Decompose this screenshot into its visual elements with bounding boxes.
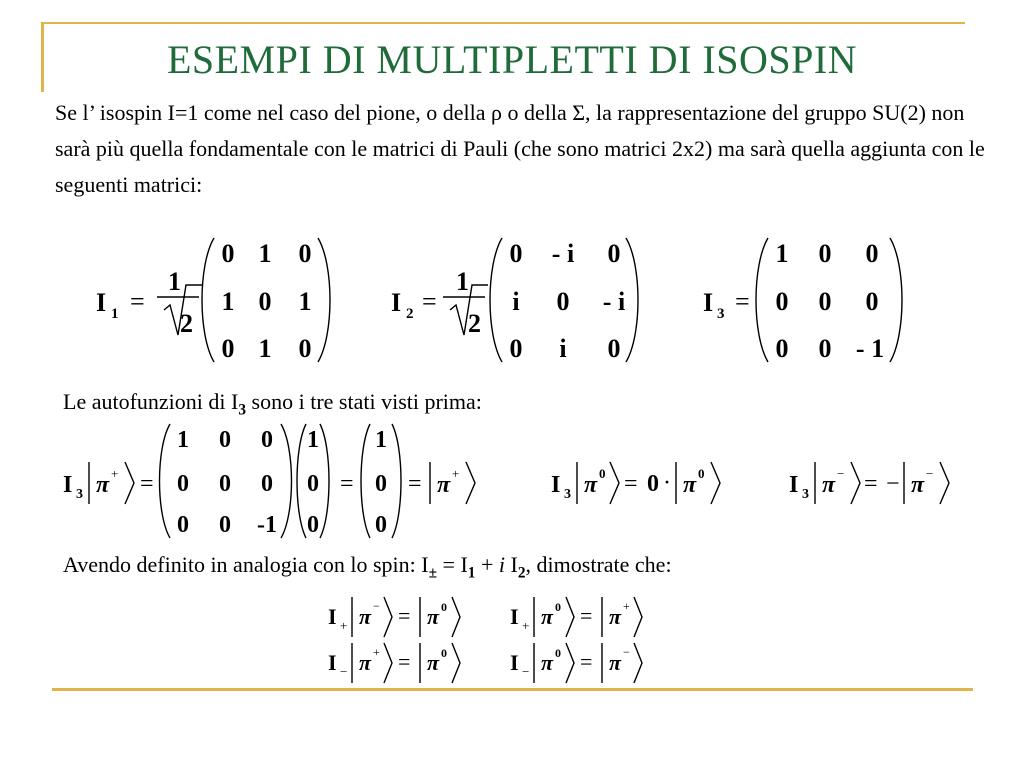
I2-r2c2: 0 bbox=[607, 334, 621, 363]
eig-m-r0c2: 0 bbox=[261, 427, 273, 453]
lad-ket8-angle bbox=[634, 643, 642, 683]
I1-frac-num: 1 bbox=[168, 267, 181, 296]
ket1-angle bbox=[125, 462, 134, 504]
eig2-pi-r: π bbox=[683, 472, 697, 498]
eig-m-r1c2: 0 bbox=[261, 471, 273, 497]
eig-m-r2c1: 0 bbox=[219, 512, 231, 538]
eigen-vec-left-paren bbox=[297, 424, 306, 538]
I1-r1c0: 1 bbox=[221, 287, 235, 316]
lad3-plus: + bbox=[373, 645, 380, 659]
lad-ket4-angle bbox=[634, 597, 642, 637]
autofunzioni-suffix: sono i tre stati visti prima: bbox=[246, 389, 482, 414]
ket4-angle bbox=[711, 462, 720, 504]
lad4-I: I bbox=[510, 650, 519, 675]
eig1-pi: π bbox=[96, 472, 110, 498]
I3-r2c2: - 1 bbox=[855, 334, 885, 363]
lad3-eq: = bbox=[398, 649, 411, 674]
eig-v-0: 1 bbox=[307, 427, 319, 453]
eig-m-r0c0: 1 bbox=[177, 427, 189, 453]
I2-r2c1: i bbox=[559, 334, 567, 363]
I1-r1c1: 0 bbox=[258, 287, 272, 316]
lad3-pi-r: π bbox=[427, 650, 440, 675]
eig3-pi-r: π bbox=[911, 472, 925, 498]
lad-ket6-angle bbox=[452, 643, 460, 683]
I3-label: I bbox=[703, 288, 714, 317]
I1-sub: 1 bbox=[111, 306, 119, 322]
eig-m-r1c0: 0 bbox=[177, 471, 189, 497]
lad-ket3-angle bbox=[566, 597, 574, 637]
matrix1-right-paren bbox=[318, 238, 330, 362]
eig1-sub: 3 bbox=[76, 487, 83, 502]
I2-r0c1: - i bbox=[551, 239, 575, 268]
eig2-pi: π bbox=[584, 472, 598, 498]
avendo-I: I bbox=[505, 552, 518, 577]
eig-m-r1c1: 0 bbox=[219, 471, 231, 497]
decor-bottom-line bbox=[52, 688, 973, 691]
lad2-pi: π bbox=[541, 604, 554, 629]
matrix2-right-paren bbox=[626, 238, 638, 362]
I1-r0c0: 0 bbox=[221, 239, 235, 268]
I3-r0c2: 0 bbox=[865, 239, 879, 268]
I1-eq: = bbox=[130, 287, 145, 316]
I2-r1c1: 0 bbox=[556, 287, 570, 316]
I1-r2c0: 0 bbox=[221, 334, 235, 363]
lad2-plus: + bbox=[522, 618, 530, 633]
lad1-I: I bbox=[328, 604, 337, 629]
eig2-dot: · bbox=[663, 470, 671, 496]
lad4-pi: π bbox=[541, 650, 554, 675]
I2-label: I bbox=[391, 288, 402, 317]
ket3-angle bbox=[610, 462, 619, 504]
avendo-i: i bbox=[498, 552, 506, 577]
I3-r2c0: 0 bbox=[775, 334, 789, 363]
eig-r-1: 0 bbox=[375, 471, 387, 497]
avendo-suffix: , dimostrate che: bbox=[525, 552, 672, 577]
I2-sub: 2 bbox=[406, 306, 414, 322]
I2-r2c0: 0 bbox=[509, 334, 523, 363]
lad3-zero: 0 bbox=[441, 646, 447, 660]
I1-label: I bbox=[96, 288, 107, 317]
lad1-pi-r: π bbox=[427, 604, 440, 629]
autofunzioni-prefix: Le autofunzioni di I bbox=[63, 389, 239, 414]
I1-frac-den: 2 bbox=[180, 309, 193, 338]
eig3-eq: = bbox=[864, 471, 878, 497]
lad4-minus-r: − bbox=[623, 645, 630, 659]
eig2-eq: = bbox=[624, 471, 638, 497]
lad1-pi: π bbox=[359, 604, 372, 629]
eig-m-r2c0: 0 bbox=[177, 512, 189, 538]
eig2-zero-coef: 0 bbox=[647, 471, 659, 497]
I1-r2c2: 0 bbox=[298, 334, 312, 363]
matrix1-left-paren bbox=[202, 238, 214, 362]
I3-r1c2: 0 bbox=[865, 287, 879, 316]
eig3-minus: − bbox=[837, 466, 845, 481]
lad1-minus: − bbox=[373, 599, 380, 613]
eig3-I: I bbox=[789, 472, 799, 498]
eig1-I: I bbox=[63, 472, 73, 498]
avendo-pm: ± bbox=[428, 564, 438, 582]
eig3-neg: − bbox=[886, 471, 900, 497]
avendo-plus: + bbox=[475, 552, 499, 577]
I2-frac-num: 1 bbox=[456, 267, 469, 296]
I2-r0c0: 0 bbox=[509, 239, 523, 268]
I1-r2c1: 1 bbox=[258, 334, 272, 363]
lad3-minus: − bbox=[340, 664, 348, 679]
I2-frac-den: 2 bbox=[468, 309, 481, 338]
eig3-minus-r: − bbox=[926, 466, 934, 481]
lad2-plus-r: + bbox=[623, 599, 630, 613]
I3-r0c0: 1 bbox=[775, 239, 789, 268]
lad2-I: I bbox=[510, 604, 519, 629]
eig-v-2: 0 bbox=[307, 512, 319, 538]
eigen-res-left-paren bbox=[361, 424, 370, 538]
I3-r1c0: 0 bbox=[775, 287, 789, 316]
I2-r1c0: i bbox=[512, 287, 520, 316]
ket6-angle bbox=[940, 462, 949, 504]
matrix3-left-paren bbox=[756, 238, 768, 362]
avendo-prefix: Avendo definito in analogia con lo spin: I bbox=[63, 552, 429, 577]
eig1-plus-r: + bbox=[452, 466, 460, 481]
autofunzioni-sub: 3 bbox=[238, 401, 247, 419]
lad4-zero: 0 bbox=[555, 646, 561, 660]
eig-v-1: 0 bbox=[307, 471, 319, 497]
eigen-matrix-left-paren bbox=[160, 424, 171, 538]
lad2-pi-r: π bbox=[609, 604, 622, 629]
eig2-sub: 3 bbox=[564, 487, 571, 502]
lad4-pi-r: π bbox=[609, 650, 622, 675]
lad-ket5-angle bbox=[384, 643, 392, 683]
lad-ket2-angle bbox=[452, 597, 460, 637]
eigen-res-right-paren bbox=[392, 424, 401, 538]
I3-r0c1: 0 bbox=[818, 239, 832, 268]
eig3-sub: 3 bbox=[802, 487, 809, 502]
intro-paragraph: Se l’ isospin I=1 come nel caso del pione, o della ρ o della Σ, la rappresentazione del gruppo SU(2) non sarà più quella fondamentale con le matrici di Pauli (che sono matrici 2x2) ma sarà quella aggiunta con le seguenti matrici: bbox=[55, 100, 985, 197]
avendo-eq: = I bbox=[437, 552, 468, 577]
eig2-I: I bbox=[551, 472, 561, 498]
eig-r-0: 1 bbox=[375, 427, 387, 453]
eig-m-r2c2: -1 bbox=[257, 512, 277, 538]
lad3-I: I bbox=[328, 650, 337, 675]
I1-r1c2: 1 bbox=[298, 287, 312, 316]
eig2-zero: 0 bbox=[599, 466, 606, 481]
I3-r1c1: 0 bbox=[818, 287, 832, 316]
eig2-zero-r: 0 bbox=[698, 466, 705, 481]
I3-sub: 3 bbox=[717, 306, 725, 322]
eig3-pi: π bbox=[822, 472, 836, 498]
eig-eq2: = bbox=[340, 471, 354, 497]
eig1-plus: + bbox=[111, 466, 119, 481]
I3-r2c1: 0 bbox=[818, 334, 832, 363]
I1-r0c2: 0 bbox=[298, 239, 312, 268]
I1-r0c1: 1 bbox=[258, 239, 272, 268]
eigen-matrix-right-paren bbox=[281, 424, 292, 538]
I3-eq: = bbox=[735, 287, 750, 316]
eig-r-2: 0 bbox=[375, 512, 387, 538]
avendo-sub1: 1 bbox=[467, 564, 476, 582]
matrix2-left-paren bbox=[490, 238, 502, 362]
avendo-sub2: 2 bbox=[517, 564, 526, 582]
lad1-eq: = bbox=[398, 603, 411, 628]
lad4-minus: − bbox=[522, 664, 530, 679]
lad2-zero: 0 bbox=[555, 600, 561, 614]
slide-title: ESEMPI DI MULTIPLETTI DI ISOSPIN bbox=[166, 37, 858, 82]
eigen-vec-right-paren bbox=[320, 424, 329, 538]
lad3-pi: π bbox=[359, 650, 372, 675]
ket2-angle bbox=[466, 462, 475, 504]
eig-eq3: = bbox=[408, 471, 422, 497]
I2-r1c2: - i bbox=[602, 287, 626, 316]
lad1-plus: + bbox=[340, 618, 348, 633]
matrix3-right-paren bbox=[890, 238, 902, 362]
eig-m-r0c1: 0 bbox=[219, 427, 231, 453]
lad-ket1-angle bbox=[384, 597, 392, 637]
lad1-zero: 0 bbox=[441, 600, 447, 614]
eig1-eq: = bbox=[140, 471, 154, 497]
lad-ket7-angle bbox=[566, 643, 574, 683]
I2-eq: = bbox=[422, 287, 437, 316]
eig1-pi-r: π bbox=[437, 472, 451, 498]
ket5-angle bbox=[851, 462, 860, 504]
lad2-eq: = bbox=[580, 603, 593, 628]
I2-r0c2: 0 bbox=[607, 239, 621, 268]
lad4-eq: = bbox=[580, 649, 593, 674]
